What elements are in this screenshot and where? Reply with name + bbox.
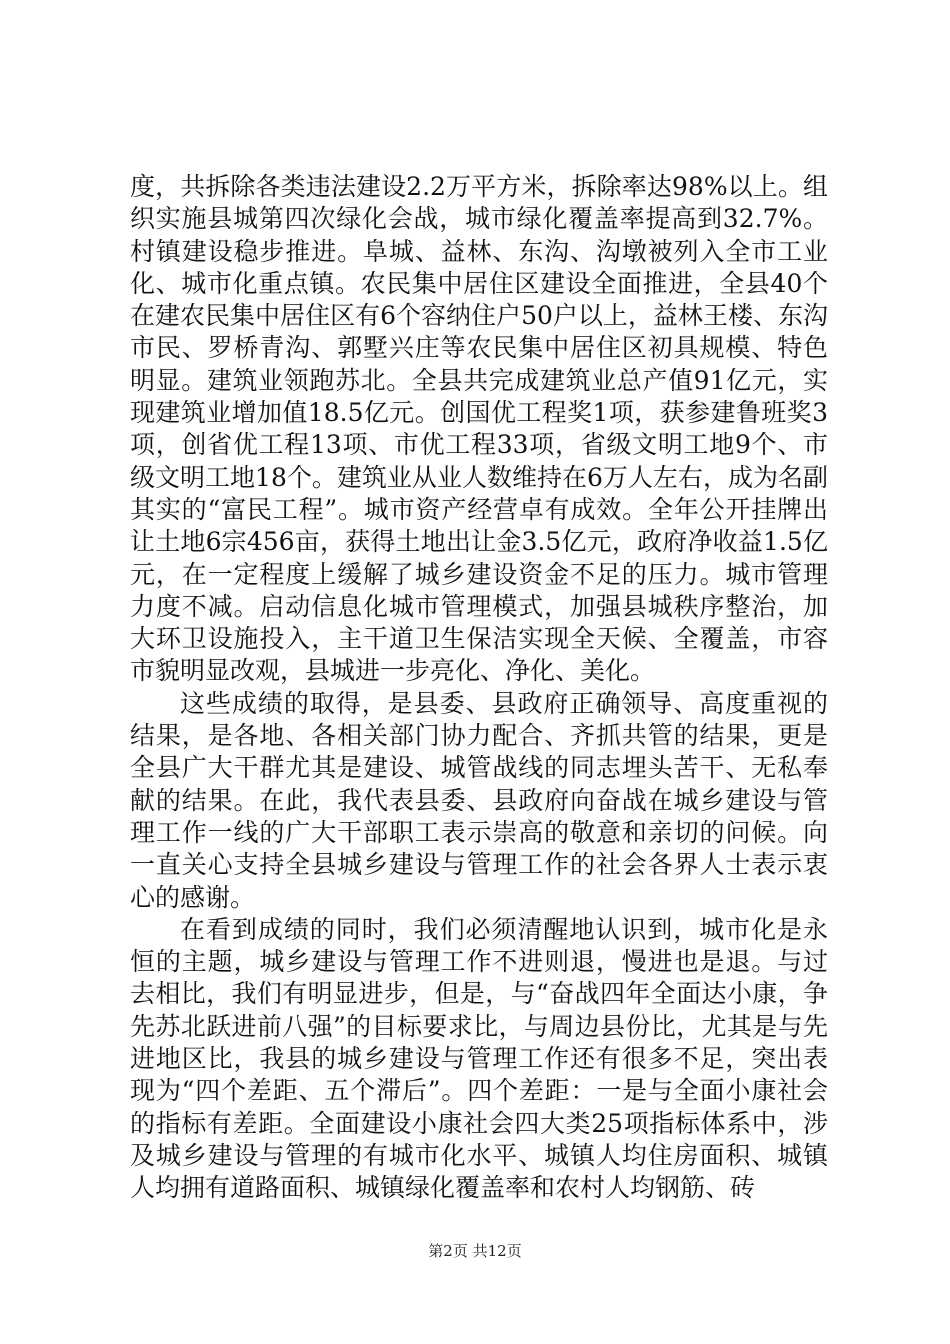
paragraph-1: 度，共拆除各类违法建设2.2万平方米，拆除率达98%以上。组织实施县城第四次绿化会战，城市绿化覆盖率提高到32.7%。村镇建设稳步推进。阜城、益林、东沟、沟墩被列入全市工业化、城市化重点镇。农民集中居住区建设全面推进，全县40个在建农民集中居住区有6个容纳住户50户以上，益林王楼、东沟市民、罗桥青沟、郭墅兴庄等农民集中居住区初具规模、特色明显。建筑业领跑苏北。全县共完成建筑业总产值91亿元，实现建筑业增加值18.5亿元。创国优工程奖1项，获参建鲁班奖3项，创省优工程13项、市优工程33项，省级文明工地9个、市级文明工地18个。建筑业从业人数维持在6万人左右，成为名副其实的“富民工程”。城市资产经营卓有成效。全年公开挂牌出让土地6宗456亩，获得土地出让金3.5亿元，政府净收益1.5亿元，在一定程度上缓解了城乡建设资金不足的压力。城市管理力度不减。启动信息化城市管理模式，加强县城秩序整治，加大环卫设施投入，主干道卫生保洁实现全天候、全覆盖，市容市貌明显改观，县城进一步亮化、净化、美化。 (130, 172, 828, 686)
document-body (130, 171, 828, 1205)
paragraph-2: 这些成绩的取得，是县委、县政府正确领导、高度重视的结果，是各地、各相关部门协力配合、齐抓共管的结果，更是全县广大干群尤其是建设、城管战线的同志埋头苦干、无私奉献的结果。在此，我代表县委、县政府向奋战在城乡建设与管理工作一线的广大干部职工表示崇高的敬意和亲切的问候。向一直关心支持全县城乡建设与管理工作的社会各界人士表示衷心的感谢。 (130, 688, 828, 912)
paragraph-3: 在看到成绩的同时，我们必须清醒地认识到，城市化是永恒的主题，城乡建设与管理工作不进则退，慢进也是退。与过去相比，我们有明显进步，但是，与“奋战四年全面达小康，争先苏北跃进前八强”的目标要求比，与周边县份比，尤其是与先进地区比，我县的城乡建设与管理工作还有很多不足，突出表现为“四个差距、五个滞后”。四个差距：一是与全面小康社会的指标有差距。全面建设小康社会四大类25项指标体系中，涉及城乡建设与管理的有城市化水平、城镇人均住房面积、城镇人均拥有道路面积、城镇绿化覆盖率和农村人均钢筋、砖 (130, 914, 828, 1203)
page-footer: 第2页 共12页 (428, 1242, 522, 1260)
